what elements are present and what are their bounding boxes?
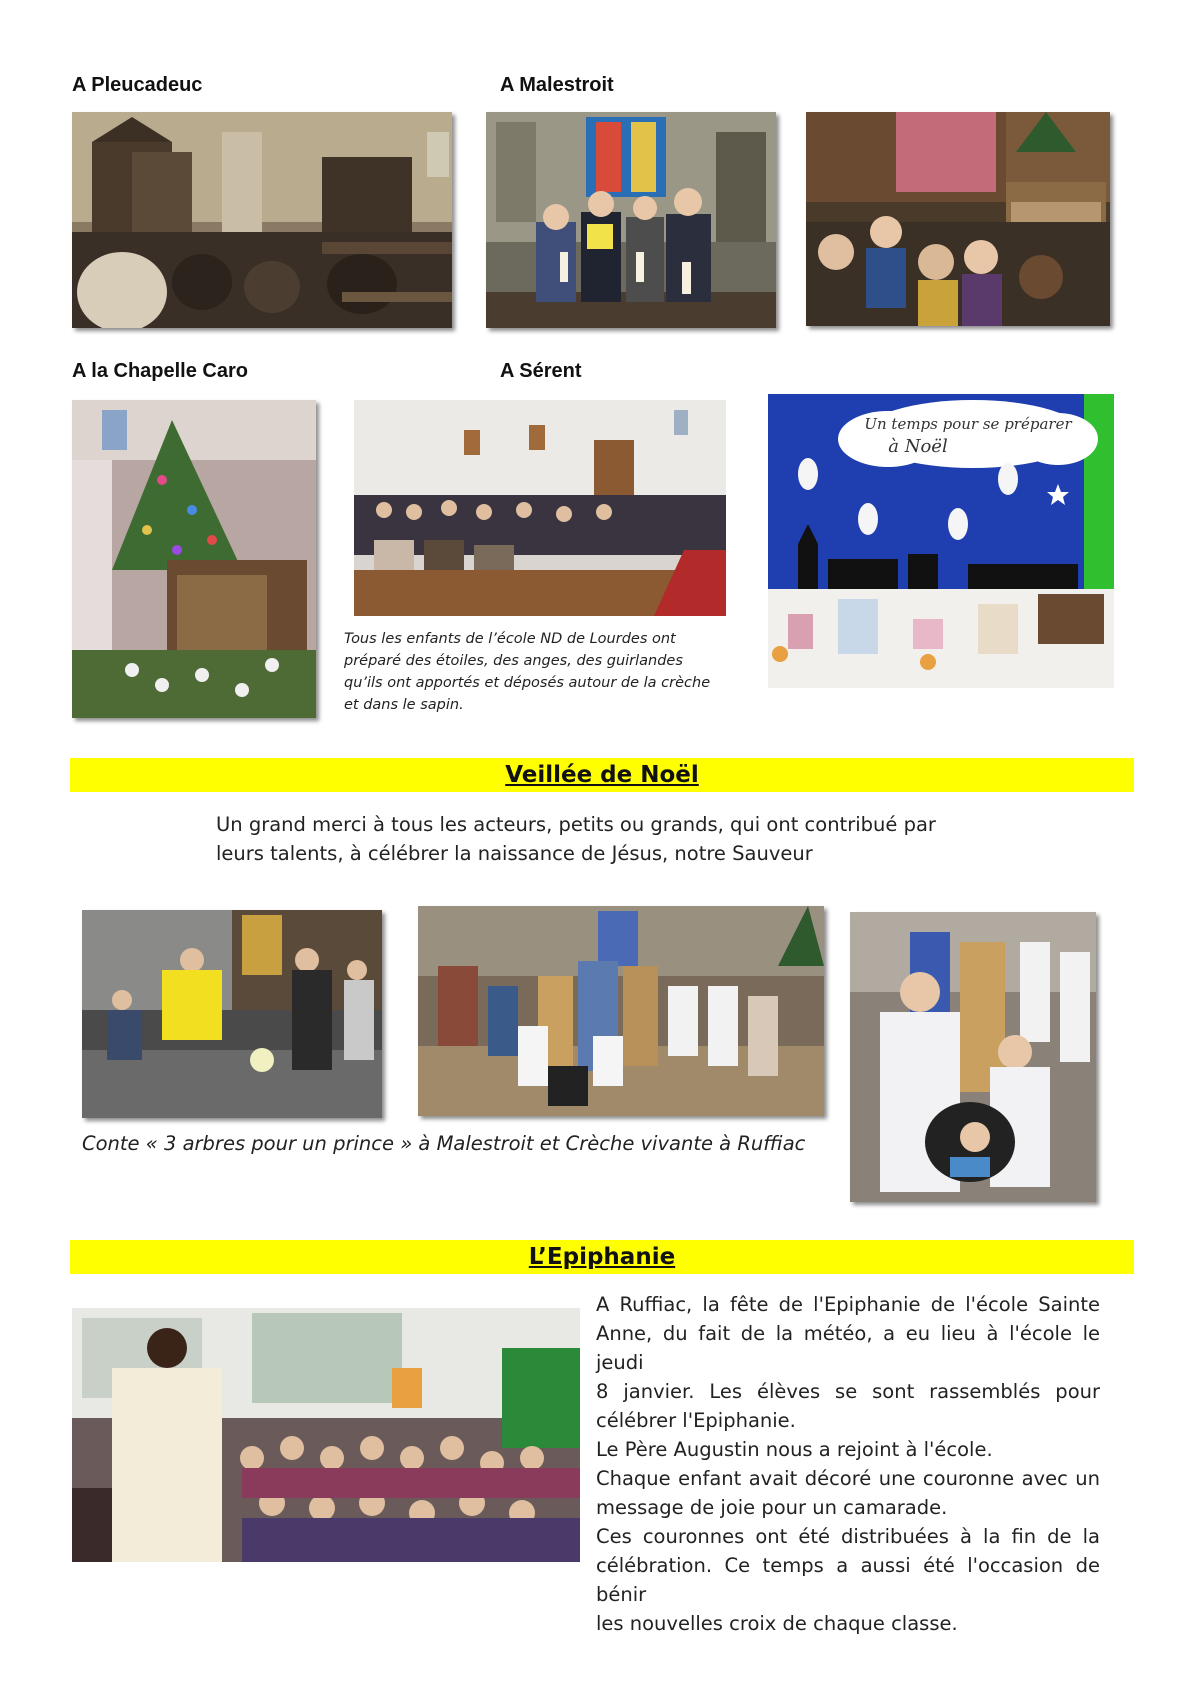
serent-caption-line: préparé des étoiles, des anges, des guirlandes (344, 653, 683, 669)
epiphanie-text-line: célébration. Ce temps a aussi été l'occasion de bénir (596, 1554, 1100, 1606)
epiphanie-text-line: message de joie pour un camarade. (596, 1496, 948, 1519)
serent-caption-line: Tous les enfants de l’école ND de Lourdes ont (344, 631, 676, 647)
photo-conte-malestroit (82, 910, 382, 1118)
photo-creche-vivante-group (418, 906, 824, 1116)
label-malestroit: A Malestroit (500, 74, 614, 96)
epiphanie-text-line: Le Père Augustin nous a rejoint à l'école. (596, 1438, 993, 1461)
serent-caption-line: et dans le sapin. (344, 697, 464, 713)
epiphanie-text-line: Anne, du fait de la météo, a eu lieu à l'école le jeudi (596, 1322, 1100, 1374)
epiphanie-text-line: Ces couronnes ont été distribuées à la fin de la (596, 1525, 1100, 1548)
serent-caption-line: qu’ils ont apportés et déposés autour de la crèche (344, 675, 711, 691)
photo-malestroit-children-candles (486, 112, 776, 328)
conte-caption: Conte « 3 arbres pour un prince » à Malestroit et Crèche vivante à Ruffiac (82, 1132, 806, 1155)
photo-serent-church-children (354, 400, 726, 616)
label-pleucadeuc: A Pleucadeuc (72, 74, 203, 96)
epiphanie-text-line: célébrer l'Epiphanie. (596, 1409, 796, 1432)
veillee-text-line: leurs talents, à célébrer la naissance de Jésus, notre Sauveur (216, 842, 813, 865)
epiphanie-text-line: A Ruffiac, la fête de l'Epiphanie de l'école Sainte (596, 1293, 1100, 1316)
epiphanie-text-line: Chaque enfant avait décoré une couronne avec un (596, 1467, 1100, 1490)
veillee-text-line: Un grand merci à tous les acteurs, petits ou grands, qui ont contribué par (216, 813, 936, 836)
photo-pleucadeuc-church (72, 112, 452, 328)
photo-serent-advent-poster (768, 394, 1114, 688)
label-serent: A Sérent (500, 360, 582, 382)
epiphanie-title: L’Epiphanie (528, 1244, 676, 1270)
epiphanie-text-line: les nouvelles croix de chaque classe. (596, 1612, 958, 1635)
serent-caption (344, 628, 724, 716)
photo-epiphanie-school (72, 1308, 580, 1562)
epiphanie-text-line: 8 janvier. Les élèves se sont rassemblés pour (596, 1380, 1100, 1403)
photo-chapelle-caro-tree (72, 400, 316, 718)
banner-epiphanie (70, 1240, 1134, 1274)
veillee-thanks-text (216, 810, 1016, 868)
photo-malestroit-nativity (806, 112, 1110, 326)
photo-angels-baby (850, 912, 1096, 1202)
epiphanie-text (596, 1290, 1100, 1638)
poster-text-line-2: à Noël (888, 436, 948, 457)
label-chapelle-caro: A la Chapelle Caro (72, 360, 248, 382)
poster-text-line-1: Un temps pour se préparer (864, 415, 1072, 433)
banner-veillee-de-noel (70, 758, 1134, 792)
veillee-title: Veillée de Noël (505, 762, 699, 788)
